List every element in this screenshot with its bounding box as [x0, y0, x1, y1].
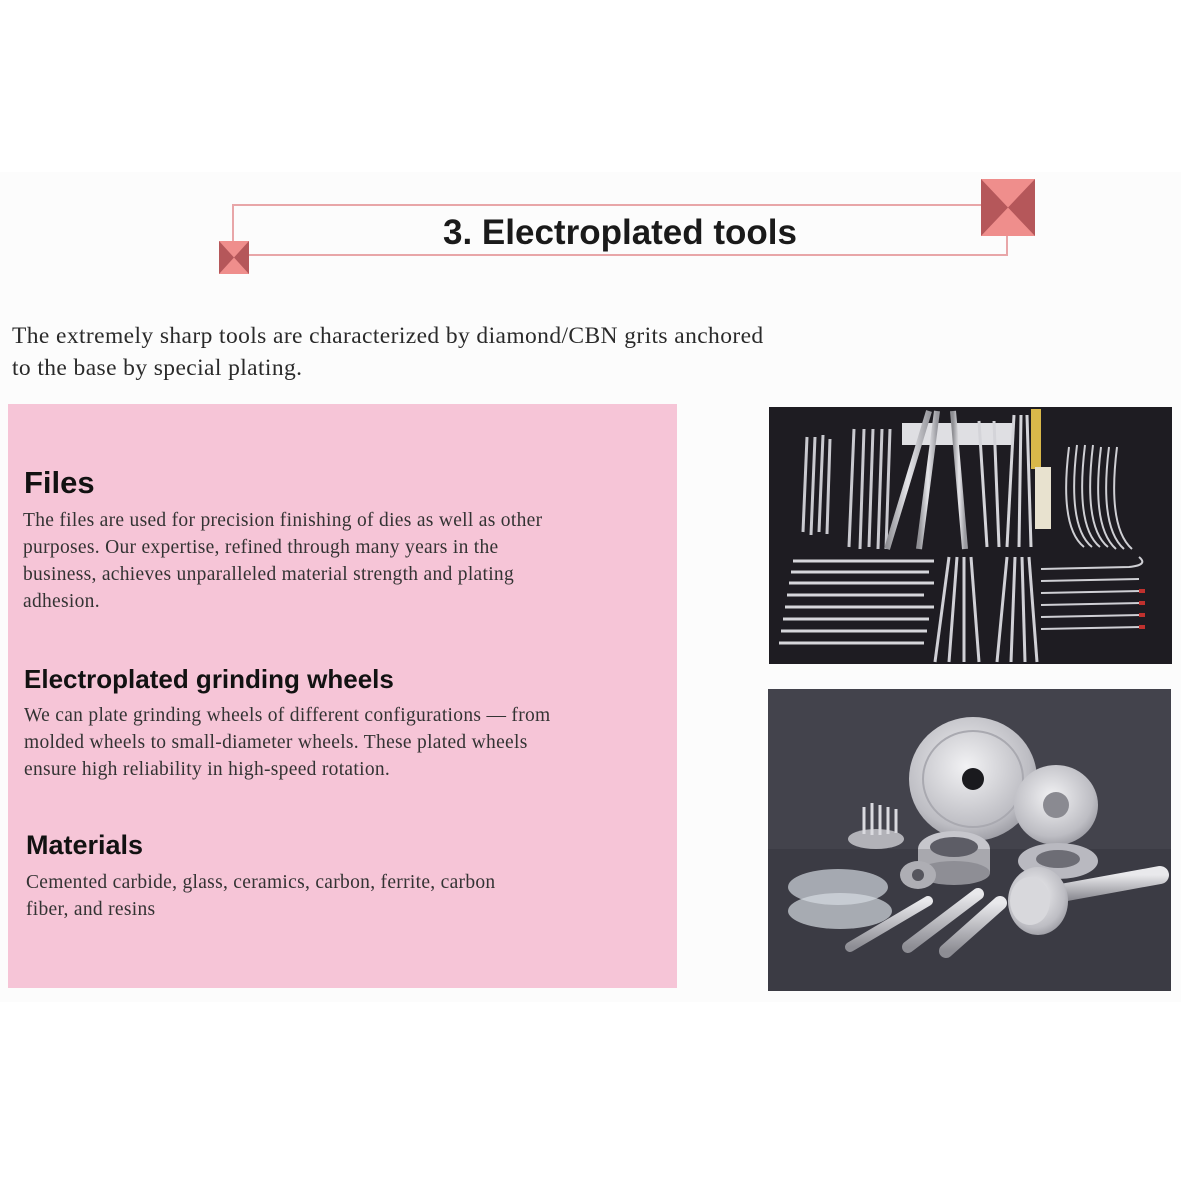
- text-line: We can plate grinding wheels of different configurations — from: [24, 705, 551, 726]
- text-line: purposes. Our expertise, refined through many years in the: [23, 537, 499, 558]
- text-line: ensure high reliability in high-speed rotation.: [24, 759, 391, 780]
- intro-paragraph: [12, 320, 912, 384]
- text-line: Cemented carbide, glass, ceramics, carbon, ferrite, carbon: [26, 872, 496, 893]
- section-heading-wheels: Electroplated grinding wheels: [24, 664, 394, 694]
- text-line: The files are used for precision finishing of dies as well as other: [23, 510, 543, 531]
- section-text-wheels: [24, 702, 669, 783]
- text-line: adhesion.: [23, 591, 100, 612]
- intro-line: The extremely sharp tools are characterized by diamond/CBN grits anchored: [12, 323, 764, 349]
- section-text-materials: [26, 869, 626, 923]
- section-text-files: [23, 507, 663, 615]
- header-frame-top: [232, 204, 1007, 206]
- text-line: business, achieves unparalleled material strength and plating: [23, 564, 515, 585]
- page-title: 3. Electroplated tools: [443, 213, 797, 252]
- intro-line: to the base by special plating.: [12, 355, 303, 381]
- wheels-photo: [768, 689, 1171, 991]
- text-line: fiber, and resins: [26, 899, 156, 920]
- section-heading-materials: Materials: [26, 830, 144, 860]
- files-photo: [769, 407, 1172, 664]
- text-line: molded wheels to small-diameter wheels. These plated wheels: [24, 732, 528, 753]
- section-heading-files: Files: [24, 465, 95, 500]
- diamond-ornament-small: [219, 241, 249, 274]
